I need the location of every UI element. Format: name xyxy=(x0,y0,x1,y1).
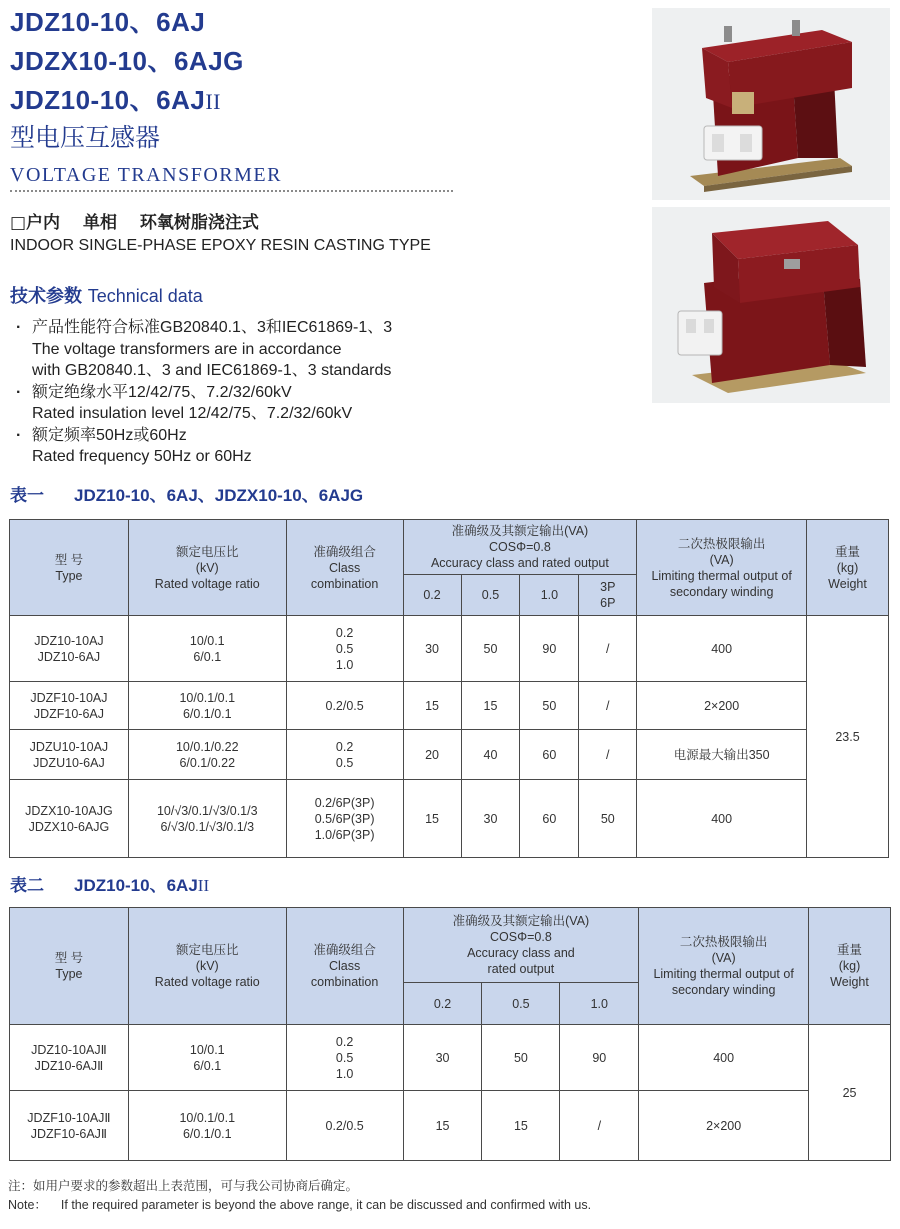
header-type-en: Type xyxy=(55,568,83,583)
cell-ratio-2: 6/0.1 xyxy=(193,649,222,664)
cell-ratio-2: 6/0.1 xyxy=(193,1058,222,1073)
header-thermal xyxy=(637,520,807,616)
cell-ratio xyxy=(128,1091,286,1161)
cell-class-2: 0.5 xyxy=(335,755,354,770)
cell-class: 0.2/0.5 xyxy=(286,1091,403,1161)
cell-type-2: JDZF10-6AJⅡ xyxy=(30,1126,108,1141)
table1 xyxy=(9,519,889,858)
subtitle-english: INDOOR SINGLE-PHASE EPOXY RESIN CASTING TYPE xyxy=(10,237,431,254)
cell-type xyxy=(10,730,129,780)
cell-type xyxy=(10,1025,129,1091)
header-acc-02: 0.2 xyxy=(403,983,482,1025)
cell-acc-05: 30 xyxy=(461,780,520,858)
header-weight xyxy=(809,908,891,1025)
cell-weight: 25 xyxy=(809,1025,891,1161)
cell-thermal: 2×200 xyxy=(637,682,807,730)
technical-item-cn: · 额定频率50Hz或60Hz xyxy=(10,425,480,447)
cell-type-1: JDZF10-10AJⅡ xyxy=(27,1110,111,1125)
header-thermal-en1: Limiting thermal output of xyxy=(651,568,792,583)
header-ratio-unit: (kV) xyxy=(195,959,219,973)
technical-item-en: with GB20840.1、3 and IEC61869-1、3 standards xyxy=(32,362,392,379)
table-row xyxy=(10,730,889,780)
technical-item-cn: · 产品性能符合标准GB20840.1、3和IEC61869-1、3 xyxy=(10,317,480,339)
technical-item-en: Rated frequency 50Hz or 60Hz xyxy=(32,448,252,465)
header-thermal-unit: (VA) xyxy=(709,552,734,567)
cell-acc-10: 90 xyxy=(560,1025,639,1091)
header-thermal-cn: 二次热极限输出 xyxy=(677,536,766,551)
cell-acc-3p: 50 xyxy=(579,780,637,858)
header-class-en2: combination xyxy=(310,576,379,591)
header-accuracy-cn: 准确级及其额定输出(VA) xyxy=(452,914,590,928)
header-acc-02: 0.2 xyxy=(403,575,461,616)
note-chinese: 注：如用户要求的参数超出上表范围，可与我公司协商后确定。 xyxy=(8,1179,359,1193)
cell-ratio-1: 10/0.1 xyxy=(189,633,225,648)
technical-item-en: Rated insulation level 12/42/75、7.2/32/60kV xyxy=(32,405,353,422)
header-thermal-unit: (VA) xyxy=(711,951,736,965)
cell-type-2: JDZU10-6AJ xyxy=(33,755,105,770)
cell-acc-10: / xyxy=(560,1091,639,1161)
title-english: VOLTAGE TRANSFORMER xyxy=(10,164,282,186)
cell-ratio-2: 6/√3/0.1/√3/0.1/3 xyxy=(160,819,255,834)
header-acc-10: 1.0 xyxy=(520,575,579,616)
table2-title xyxy=(10,871,209,896)
header-accuracy-cos: COSΦ=0.8 xyxy=(490,930,552,944)
header-ratio-unit: (kV) xyxy=(195,560,219,575)
table1-title xyxy=(10,481,363,506)
header-weight-en: Weight xyxy=(830,975,869,989)
header-acc-10: 1.0 xyxy=(560,983,639,1025)
note-english-label: Note： xyxy=(8,1198,47,1212)
cell-ratio-1: 10/0.1 xyxy=(189,1042,225,1057)
cell-acc-02: 20 xyxy=(403,730,461,780)
cell-thermal: 400 xyxy=(637,780,807,858)
header-class-en2: combination xyxy=(310,975,379,989)
cell-acc-3p: / xyxy=(579,616,637,682)
table2 xyxy=(9,907,891,1161)
header-thermal-en2: secondary winding xyxy=(671,983,776,997)
cell-type-1: JDZ10-10AJⅡ xyxy=(31,1042,107,1057)
header-class-cn: 准确级组合 xyxy=(313,943,376,957)
cell-type-1: JDZF10-10AJ xyxy=(30,690,108,705)
cell-class-3: 1.0/6P(3P) xyxy=(314,827,375,842)
cell-ratio-1: 10/0.1/0.1 xyxy=(179,690,236,705)
cell-class xyxy=(286,730,403,780)
cell-acc-02: 15 xyxy=(403,1091,482,1161)
cell-acc-10: 60 xyxy=(520,730,579,780)
header-weight-en: Weight xyxy=(828,576,867,591)
cell-class-1: 0.2 xyxy=(335,739,354,754)
note-english xyxy=(8,1195,591,1213)
cell-weight: 23.5 xyxy=(807,616,889,858)
header-weight-cn: 重量 xyxy=(837,943,863,957)
header-acc-05: 0.5 xyxy=(482,983,560,1025)
cell-acc-05: 15 xyxy=(482,1091,560,1161)
cell-ratio xyxy=(128,682,286,730)
table2-label: 表二 xyxy=(10,876,44,896)
cell-type xyxy=(10,616,129,682)
cell-acc-05: 50 xyxy=(461,616,520,682)
product-photo-front xyxy=(652,8,890,200)
header-type-en: Type xyxy=(55,967,83,981)
cell-acc-3p: / xyxy=(579,682,637,730)
cell-acc-10: 90 xyxy=(520,616,579,682)
cell-type xyxy=(10,1091,129,1161)
note-english-text: If the required parameter is beyond the above range, it can be discussed and confirmed with us. xyxy=(60,1198,592,1212)
cell-class-2: 0.5 xyxy=(335,641,354,656)
cell-class-3: 1.0 xyxy=(335,1066,354,1081)
table-row xyxy=(10,1025,891,1091)
header-accuracy-cn: 准确级及其额定输出(VA) xyxy=(451,524,589,538)
title-line-3-main: JDZ10-10、6AJ xyxy=(10,85,206,115)
header-acc-3p6p xyxy=(579,575,637,616)
technical-heading-cn: 技术参数 xyxy=(10,286,82,307)
header-type-cn: 型 号 xyxy=(54,951,84,965)
header-class-en1: Class xyxy=(328,959,361,973)
header-weight-cn: 重量 xyxy=(835,544,861,559)
table1-label: 表一 xyxy=(10,486,44,506)
table-row xyxy=(10,616,889,682)
cell-thermal: 电源最大输出350 xyxy=(637,730,807,780)
cell-type-1: JDZ10-10AJ xyxy=(34,633,104,648)
cell-acc-02: 30 xyxy=(403,616,461,682)
cell-type xyxy=(10,780,129,858)
technical-item-en: The voltage transformers are in accordance xyxy=(32,340,342,358)
cell-ratio-1: 10/0.1/0.22 xyxy=(175,739,239,754)
cell-acc-02: 15 xyxy=(403,780,461,858)
header-thermal-cn: 二次热极限输出 xyxy=(679,935,768,949)
header-weight xyxy=(807,520,889,616)
header-ratio-cn: 额定电压比 xyxy=(176,544,239,559)
header-thermal-en1: Limiting thermal output of xyxy=(653,967,794,981)
title-line-2: JDZX10-10、6AJG xyxy=(10,46,244,76)
cell-type-1: JDZU10-10AJ xyxy=(29,739,109,754)
title-line-3-suffix: II xyxy=(205,89,221,114)
cell-ratio xyxy=(128,780,286,858)
header-thermal xyxy=(639,908,809,1025)
cell-thermal: 2×200 xyxy=(639,1091,809,1161)
table2-name-suffix: II xyxy=(197,876,210,895)
technical-heading-en: Technical data xyxy=(87,286,203,306)
table-row xyxy=(10,780,889,858)
cell-acc-05: 50 xyxy=(482,1025,560,1091)
technical-heading xyxy=(10,282,203,308)
header-class-en1: Class xyxy=(328,560,361,575)
cell-class: 0.2/0.5 xyxy=(286,682,403,730)
header-class xyxy=(286,908,403,1025)
cell-acc-02: 15 xyxy=(403,682,461,730)
product-photo-side xyxy=(652,207,890,403)
header-weight-unit: (kg) xyxy=(836,560,859,575)
cell-thermal: 400 xyxy=(639,1025,809,1091)
subtitle-chinese: □户内 单相 环氧树脂浇注式 xyxy=(10,213,259,233)
header-acc-05: 0.5 xyxy=(461,575,520,616)
cell-type-2: JDZ10-6AJ xyxy=(37,649,101,664)
cell-acc-05: 15 xyxy=(461,682,520,730)
header-ratio xyxy=(128,520,286,616)
cell-type-2: JDZX10-6AJG xyxy=(28,819,110,834)
transformer-front-image xyxy=(652,8,890,200)
cell-acc-05: 40 xyxy=(461,730,520,780)
technical-item-cn: · 额定绝缘水平12/42/75、7.2/32/60kV xyxy=(10,382,480,404)
header-accuracy-cos: COSΦ=0.8 xyxy=(489,540,551,554)
header-accuracy xyxy=(403,908,639,983)
table-row xyxy=(10,1091,891,1161)
header-type xyxy=(10,908,129,1025)
cell-class-1: 0.2 xyxy=(335,625,354,640)
table2-name: JDZ10-10、6AJ xyxy=(74,876,198,895)
cell-type xyxy=(10,682,129,730)
cell-ratio-2: 6/0.1/0.22 xyxy=(179,755,236,770)
cell-class-3: 1.0 xyxy=(335,657,354,672)
cell-ratio xyxy=(128,616,286,682)
cell-type-2: JDZF10-6AJ xyxy=(33,706,104,721)
cell-class-1: 0.2/6P(3P) xyxy=(314,795,375,810)
header-ratio-en: Rated voltage ratio xyxy=(154,975,260,989)
header-class-cn: 准确级组合 xyxy=(313,544,376,559)
cell-class xyxy=(286,616,403,682)
cell-ratio-1: 10/0.1/0.1 xyxy=(179,1110,236,1125)
header-acc-3p: 3P xyxy=(600,580,616,594)
technical-list xyxy=(10,317,480,468)
title-divider xyxy=(10,190,453,192)
header-accuracy-en2: rated output xyxy=(487,962,555,976)
cell-class-2: 0.5/6P(3P) xyxy=(314,811,375,826)
title-chinese: 型电压互感器 xyxy=(10,123,161,152)
header-type xyxy=(10,520,129,616)
title-line-3 xyxy=(10,84,221,118)
header-weight-unit: (kg) xyxy=(838,959,861,973)
header-accuracy xyxy=(403,520,637,575)
cell-class-2: 0.5 xyxy=(335,1050,354,1065)
cell-acc-3p: / xyxy=(579,730,637,780)
cell-class xyxy=(286,1025,403,1091)
header-thermal-en2: secondary winding xyxy=(669,584,774,599)
header-type-cn: 型 号 xyxy=(54,552,84,567)
cell-ratio-1: 10/√3/0.1/√3/0.1/3 xyxy=(156,803,258,818)
header-accuracy-en: Accuracy class and rated output xyxy=(430,556,609,570)
transformer-side-image xyxy=(652,207,890,403)
header-ratio-cn: 额定电压比 xyxy=(176,943,239,957)
cell-ratio xyxy=(128,1025,286,1091)
cell-acc-10: 60 xyxy=(520,780,579,858)
cell-acc-02: 30 xyxy=(403,1025,482,1091)
cell-class-1: 0.2 xyxy=(335,1034,354,1049)
header-class xyxy=(286,520,403,616)
cell-thermal: 400 xyxy=(637,616,807,682)
cell-ratio-2: 6/0.1/0.1 xyxy=(182,706,232,721)
cell-acc-10: 50 xyxy=(520,682,579,730)
header-ratio-en: Rated voltage ratio xyxy=(154,576,260,591)
cell-ratio-2: 6/0.1/0.1 xyxy=(182,1126,232,1141)
cell-class xyxy=(286,780,403,858)
header-acc-6p: 6P xyxy=(600,596,616,610)
table1-name: JDZ10-10、6AJ、JDZX10-10、6AJG xyxy=(74,486,364,505)
cell-ratio xyxy=(128,730,286,780)
header-ratio xyxy=(128,908,286,1025)
header-accuracy-en1: Accuracy class and xyxy=(467,946,575,960)
cell-type-1: JDZX10-10AJG xyxy=(25,803,113,818)
table-row xyxy=(10,682,889,730)
title-line-1: JDZ10-10、6AJ xyxy=(10,7,206,37)
cell-type-2: JDZ10-6AJⅡ xyxy=(34,1058,104,1073)
